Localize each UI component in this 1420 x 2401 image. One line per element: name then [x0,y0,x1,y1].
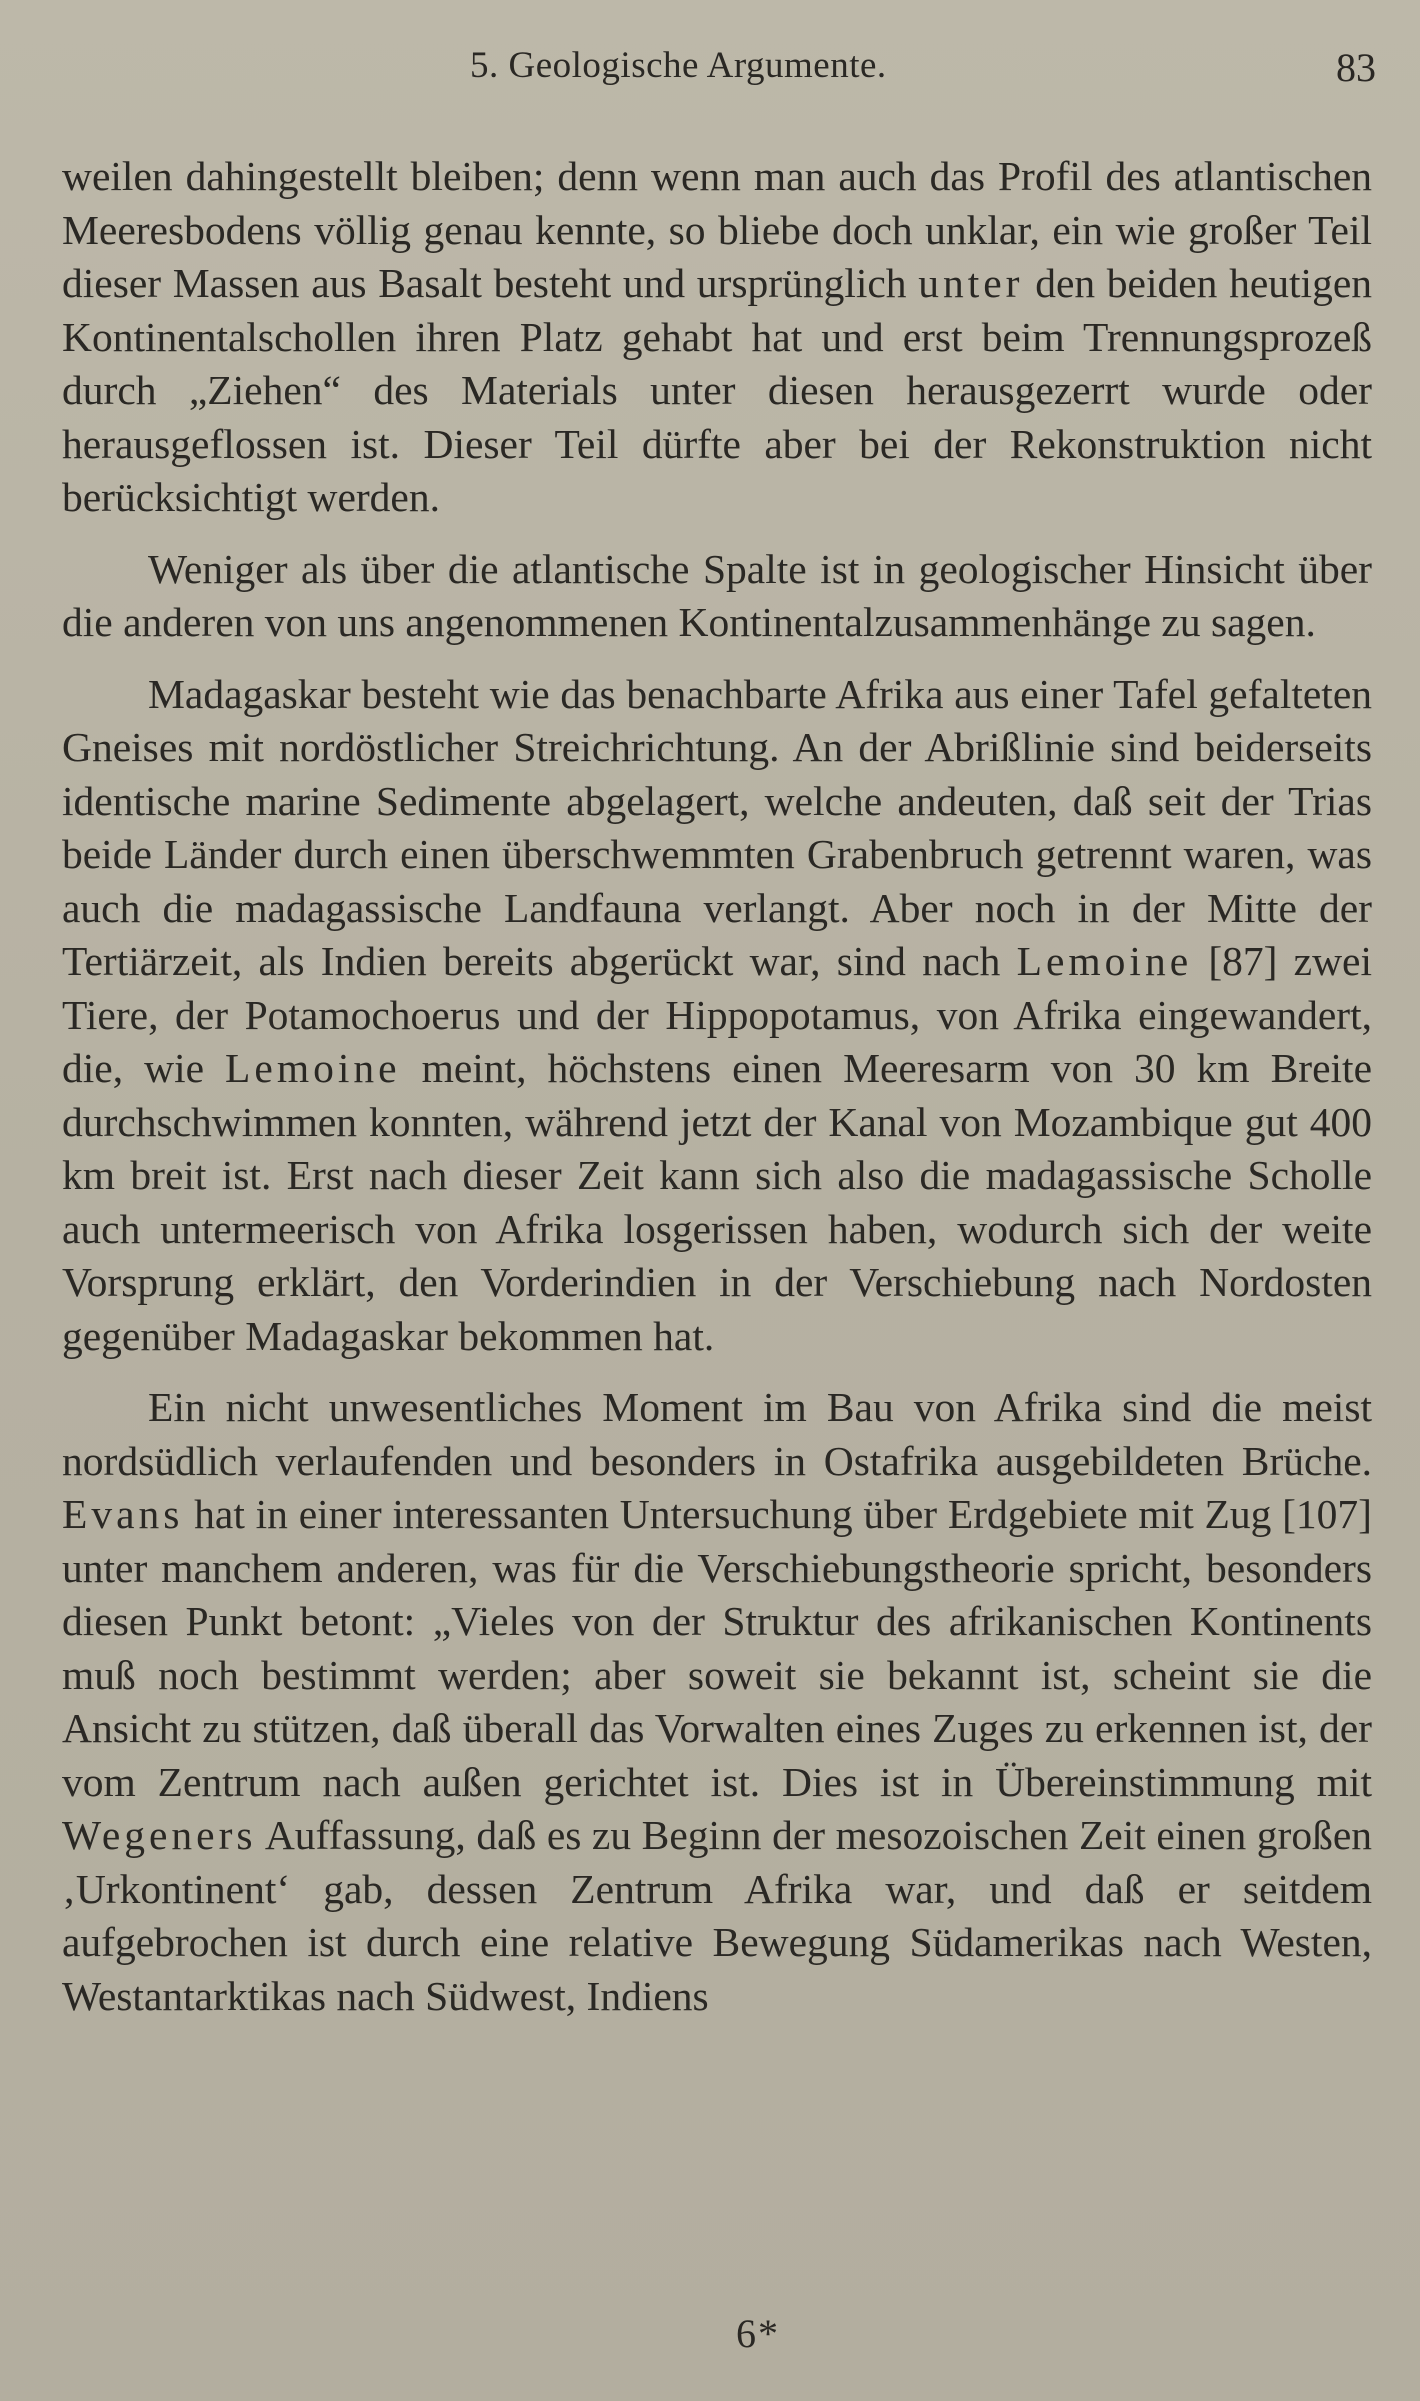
paragraph-madagaskar [62,668,1372,1364]
text-segment: Madagaskar besteht wie das benachbarte Afrika aus einer Tafel gefalteten Gneises mit nordöstlicher Streichrichtung. An der Abrißlinie sind beiderseits identische marine Sedimente abgelagert, welche andeuten, daß seit der Trias beide Länder durch einen überschwemmten Grabenbruch getrennt waren, was auch die madagassische Landfauna verlangt. Aber noch in der Mitte der Tertiärzeit, als Indien bereits abgerückt war, sind nach [62,670,1372,984]
spaced-name: Lemoine [225,1045,401,1091]
paragraph-atlantic-spalte [62,543,1372,650]
text-segment: Auffassung, daß es zu Beginn der mesozoischen Zeit einen großen ‚Urkontinent‘ gab, dessen Zentrum Afrika war, und daß er seitdem aufgebrochen ist durch eine relative Bewegung Südamerikas nach Westen, Westantarktikas nach Südwest, Indiens [62,1812,1372,2019]
spaced-name: Evans [62,1491,184,1537]
text-segment: den beiden heutigen Kontinentalschollen ihren Platz gehabt hat und erst beim Trennungsprozeß durch „Ziehen“ des Materials unter diesen herausgezerrt wurde oder herausgeflossen ist. Dieser Teil dürfte aber bei der Rekonstruktion nicht berücksichtigt werden. [62,260,1372,520]
text-segment: weilen dahingestellt bleiben; denn wenn man auch das Profil des atlantischen Meeresbodens völlig genau kennte, so bliebe doch unklar, ein wie großer Teil dieser Massen aus Basalt besteht und ursprünglich [62,153,1372,306]
text-segment: Weniger als über die atlantische Spalte ist in geologischer Hinsicht über die anderen von uns angenommenen Kontinentalzusammenhänge zu sagen. [62,545,1372,645]
spaced-name: unter [918,260,1024,306]
paragraph-continuation [62,150,1372,525]
text-segment: hat in einer interessanten Untersuchung über Erdgebiete mit Zug [107] unter manchem anderen, was für die Verschiebungstheorie spricht, besonders diesen Punkt betont: „Vieles von der Struktur des afrikanischen Kontinents muß noch bestimmt werden; aber soweit sie bekannt ist, scheint sie die Ansicht zu stützen, daß überall das Vorwalten eines Zuges zu erkennen ist, der vom Zentrum nach außen gerichtet ist. Dies ist in Übereinstimmung mit [62,1491,1372,1805]
signature-mark: 6* [736,2311,780,2356]
spaced-name: Lemoine [1016,938,1193,984]
paragraph-afrika-brueche [62,1381,1372,2023]
running-title: 5. Geologische Argumente. [470,45,887,86]
spaced-name: Wegeners [62,1812,257,1858]
page-number: 83 [1336,45,1376,90]
text-segment: Ein nicht unwesentliches Moment im Bau von Afrika sind die meist nordsüdlich verlaufenden und besonders in Ostafrika ausgebildeten Brüche. [62,1384,1372,1484]
text-segment: meint, höchstens einen Meeresarm von 30 km Breite durchschwimmen konnten, während jetzt der Kanal von Mozambique gut 400 km breit ist. Erst nach dieser Zeit kann sich also die madagassische Scholle auch untermeerisch von Afrika losgerissen haben, wodurch sich der weite Vorsprung erklärt, den Vorderindien in der Verschiebung nach Nordosten gegenüber Madagaskar bekommen hat. [62,1045,1372,1359]
body-text [62,150,1372,2023]
text-segment: [87] zwei Tiere, der Potamochoerus und der Hippopotamus, von Afrika eingewandert, die, wie [62,938,1372,1091]
